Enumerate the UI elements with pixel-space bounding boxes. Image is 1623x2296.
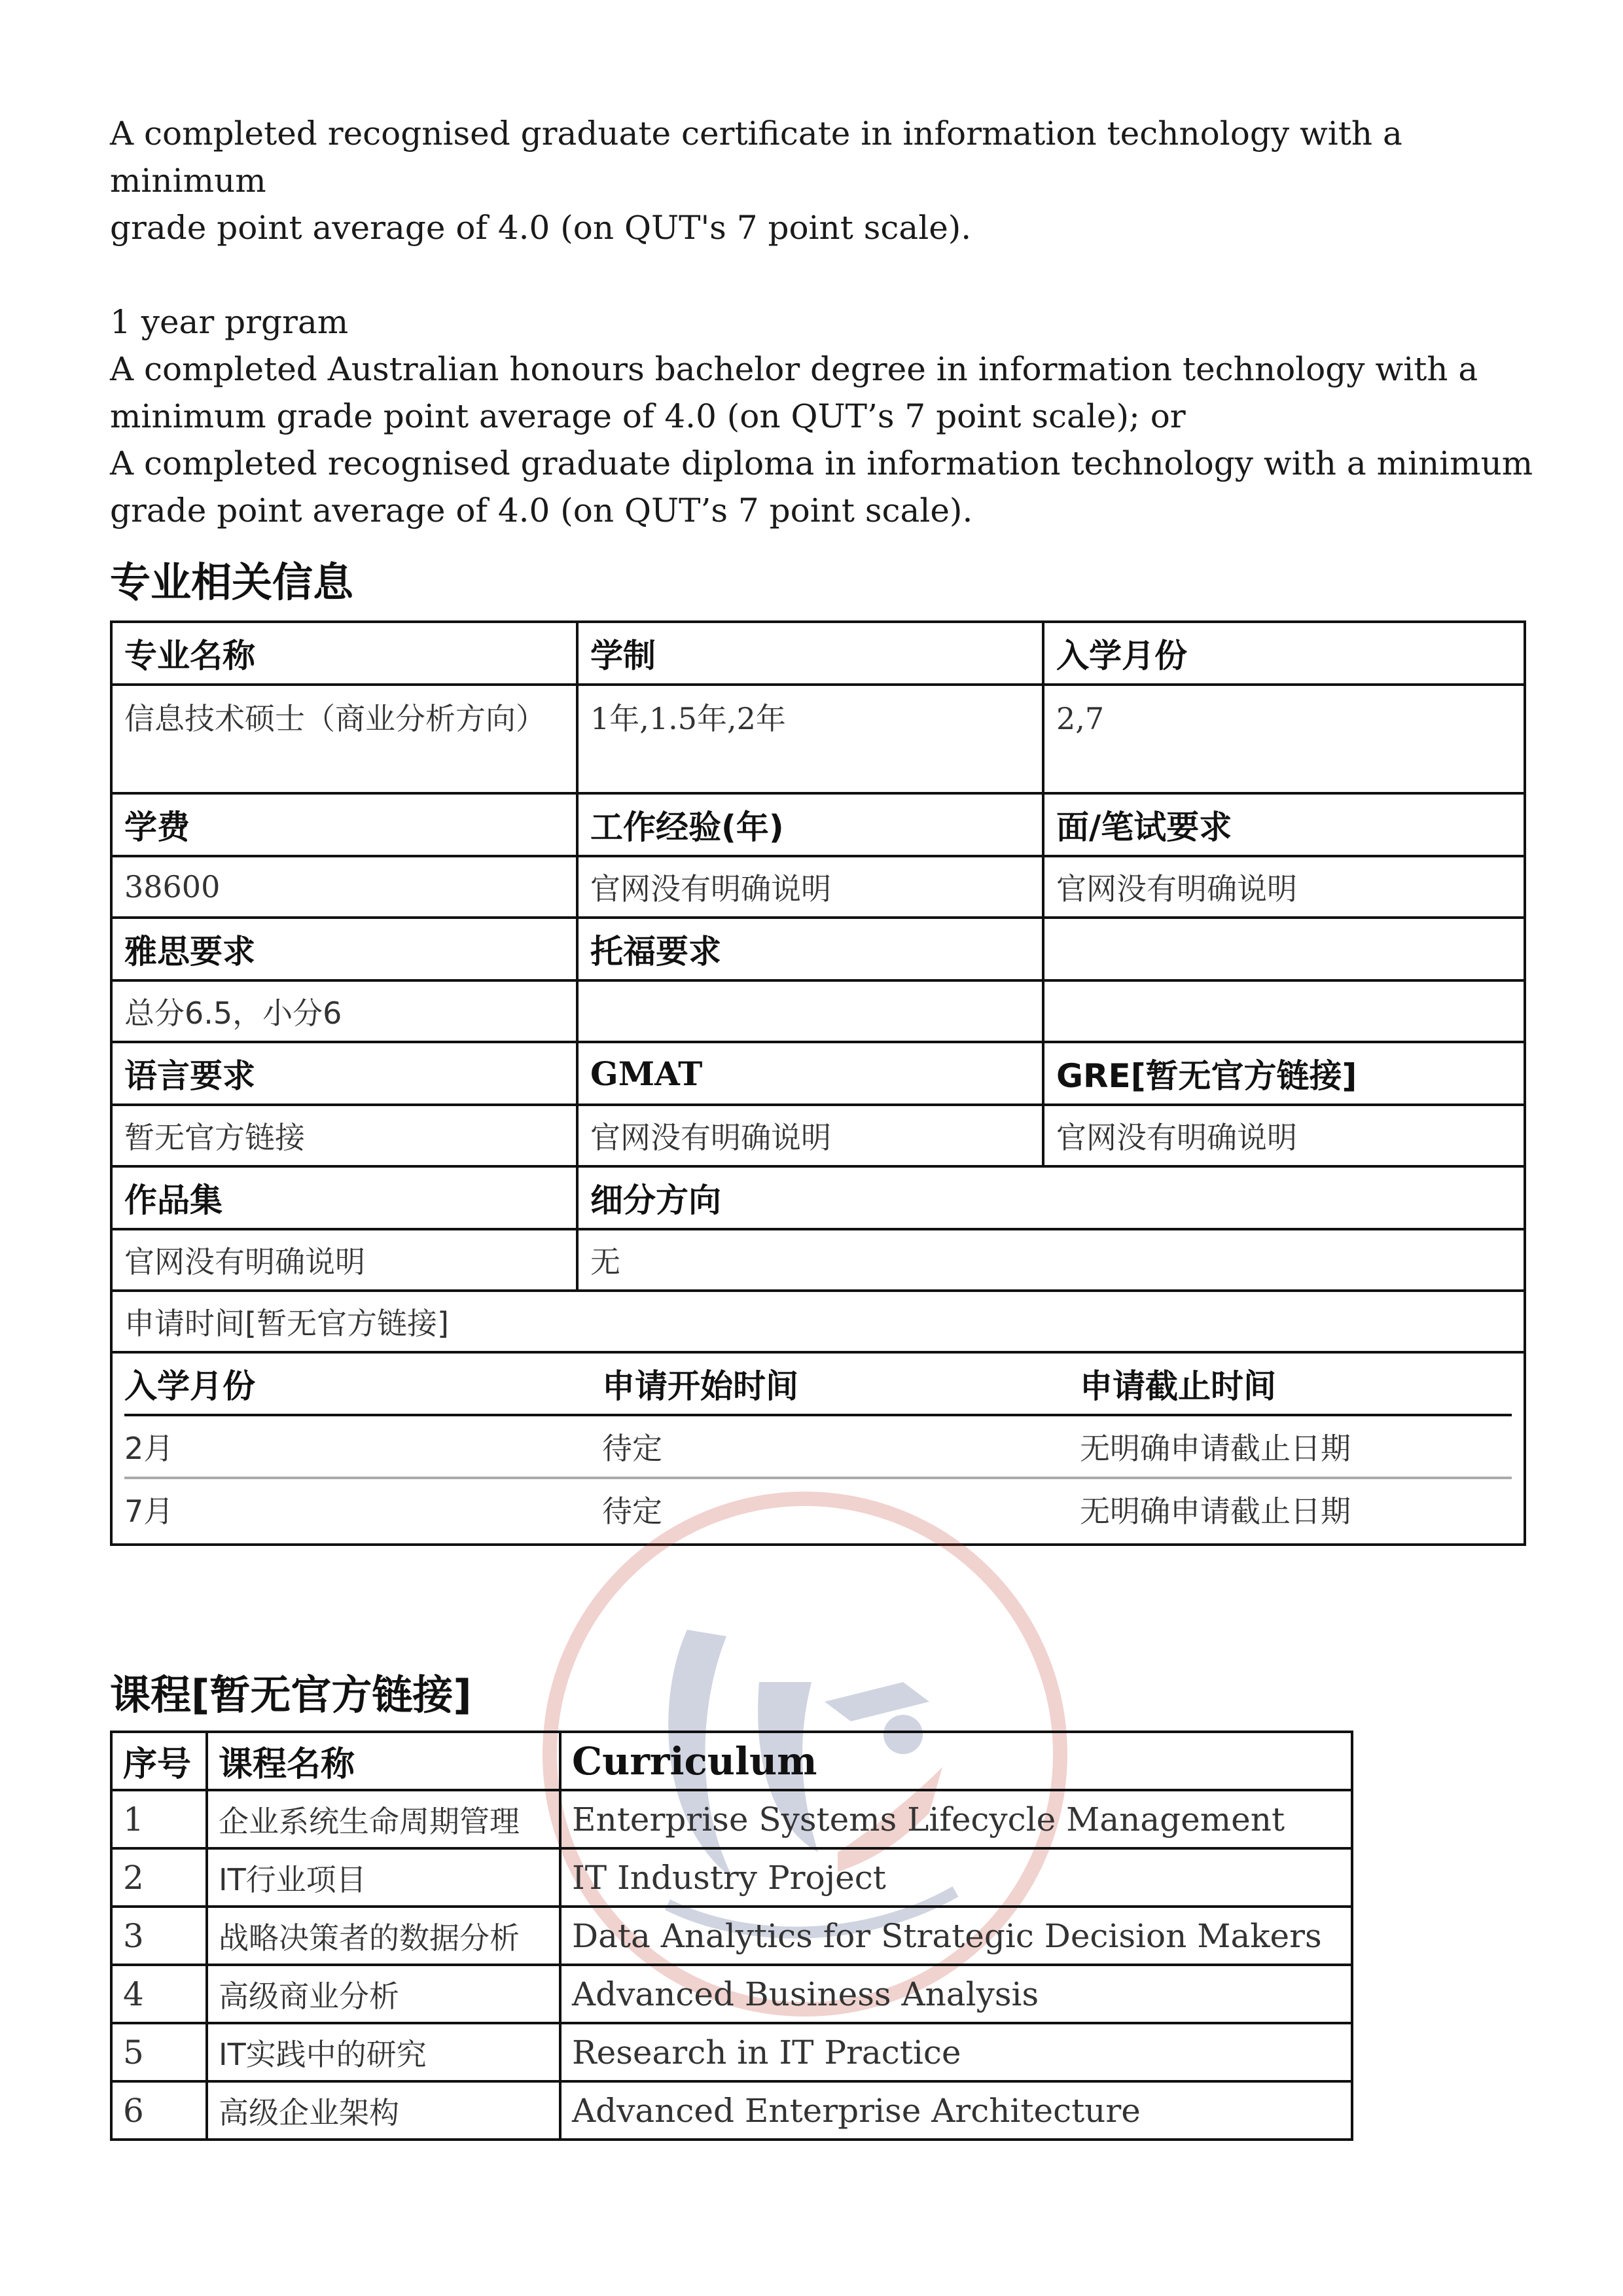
course-name-en: Advanced Business Analysis	[560, 1965, 1352, 2023]
empty-cell	[1043, 980, 1525, 1042]
course-index: 3	[111, 1907, 207, 1965]
duration-value: 1年,1.5年,2年	[577, 685, 1043, 793]
header-toefl: 托福要求	[577, 918, 1043, 980]
intro-line: A completed recognised graduate certificate in information technology with a minimum	[110, 115, 1402, 200]
intro-line: minimum grade point average of 4.0 (on QUT’s 7 point scale); or	[110, 397, 1186, 435]
intro-line: grade point average of 4.0 (on QUT’s 7 point scale).	[110, 492, 973, 529]
course-name-en: Research in IT Practice	[560, 2023, 1352, 2081]
toefl-value	[577, 980, 1043, 1042]
intro-text	[110, 110, 1537, 534]
header-fee: 学费	[111, 793, 577, 856]
portfolio-value: 官网没有明确说明	[111, 1229, 577, 1291]
course-name-cn: 高级企业架构	[207, 2081, 560, 2140]
application-time-label: 申请时间[暂无官方链接]	[111, 1291, 1525, 1352]
course-name-en: Data Analytics for Strategic Decision Makers	[560, 1907, 1352, 1965]
app-row-start: 待定	[602, 1415, 1080, 1478]
app-row-deadline: 无明确申请截止日期	[1080, 1494, 1351, 1529]
course-row	[111, 2023, 1352, 2081]
gre-value: 官网没有明确说明	[1043, 1105, 1525, 1166]
app-row-intake: 2月	[124, 1415, 602, 1478]
app-row-deadline: 无明确申请截止日期	[1080, 1415, 1512, 1478]
app-row-start: 待定	[602, 1494, 662, 1529]
intake-value: 2,7	[1043, 685, 1525, 793]
header-portfolio: 作品集	[111, 1166, 577, 1229]
gmat-value: 官网没有明确说明	[577, 1105, 1043, 1166]
header-language: 语言要求	[111, 1042, 577, 1105]
application-time-table	[124, 1354, 1512, 1539]
course-row	[111, 1848, 1352, 1907]
course-index: 2	[111, 1848, 207, 1907]
info-section-title: 专业相关信息	[110, 558, 354, 606]
header-work-experience: 工作经验(年)	[577, 793, 1043, 856]
course-row	[111, 1965, 1352, 2023]
intro-line: grade point average of 4.0 (on QUT's 7 point scale).	[110, 209, 972, 247]
app-row-intake: 7月	[124, 1494, 174, 1529]
interview-value: 官网没有明确说明	[1043, 856, 1525, 918]
course-name-cn: 高级商业分析	[207, 1965, 560, 2023]
language-value: 暂无官方链接	[111, 1105, 577, 1166]
course-name-cn: IT实践中的研究	[207, 2023, 560, 2081]
direction-value: 无	[577, 1229, 1525, 1291]
course-index: 1	[111, 1790, 207, 1848]
header-interview: 面/笔试要求	[1043, 793, 1525, 856]
program-label: 1 year prgram	[110, 303, 349, 341]
intro-line: A completed Australian honours bachelor degree in information technology with a	[110, 350, 1478, 388]
header-gre: GRE[暂无官方链接]	[1043, 1042, 1525, 1105]
fee-value: 38600	[111, 856, 577, 918]
app-header-intake: 入学月份	[124, 1354, 602, 1415]
course-name-en: Advanced Enterprise Architecture	[560, 2081, 1352, 2140]
course-index: 5	[111, 2023, 207, 2081]
header-gmat: GMAT	[577, 1042, 1043, 1105]
course-name-en: Enterprise Systems Lifecycle Management	[560, 1790, 1352, 1848]
course-header-curriculum: Curriculum	[560, 1732, 1352, 1790]
course-table	[110, 1731, 1353, 2141]
course-row	[111, 2081, 1352, 2140]
course-name-cn: IT行业项目	[207, 1848, 560, 1907]
course-name-cn: 企业系统生命周期管理	[207, 1790, 560, 1848]
app-header-start: 申请开始时间	[602, 1354, 1080, 1415]
header-major: 专业名称	[111, 622, 577, 685]
empty-cell	[1043, 918, 1525, 980]
ielts-value: 总分6.5，小分6	[111, 980, 577, 1042]
header-ielts: 雅思要求	[111, 918, 577, 980]
header-intake: 入学月份	[1043, 622, 1525, 685]
course-row	[111, 1790, 1352, 1848]
header-duration: 学制	[577, 622, 1043, 685]
program-info-table	[110, 620, 1526, 1546]
course-name-cn: 战略决策者的数据分析	[207, 1907, 560, 1965]
intro-line: A completed recognised graduate diploma in information technology with a minimum	[110, 444, 1533, 482]
course-index: 4	[111, 1965, 207, 2023]
course-name-en: IT Industry Project	[560, 1848, 1352, 1907]
app-header-deadline: 申请截止时间	[1080, 1354, 1512, 1415]
course-header-name: 课程名称	[207, 1732, 560, 1790]
course-index: 6	[111, 2081, 207, 2140]
course-header-index: 序号	[111, 1732, 207, 1790]
header-direction: 细分方向	[577, 1166, 1525, 1229]
course-section-title: 课程[暂无官方链接]	[110, 1671, 472, 1719]
course-row	[111, 1907, 1352, 1965]
work-experience-value: 官网没有明确说明	[577, 856, 1043, 918]
major-value: 信息技术硕士（商业分析方向）	[111, 685, 577, 793]
application-time-cell	[111, 1352, 1525, 1545]
